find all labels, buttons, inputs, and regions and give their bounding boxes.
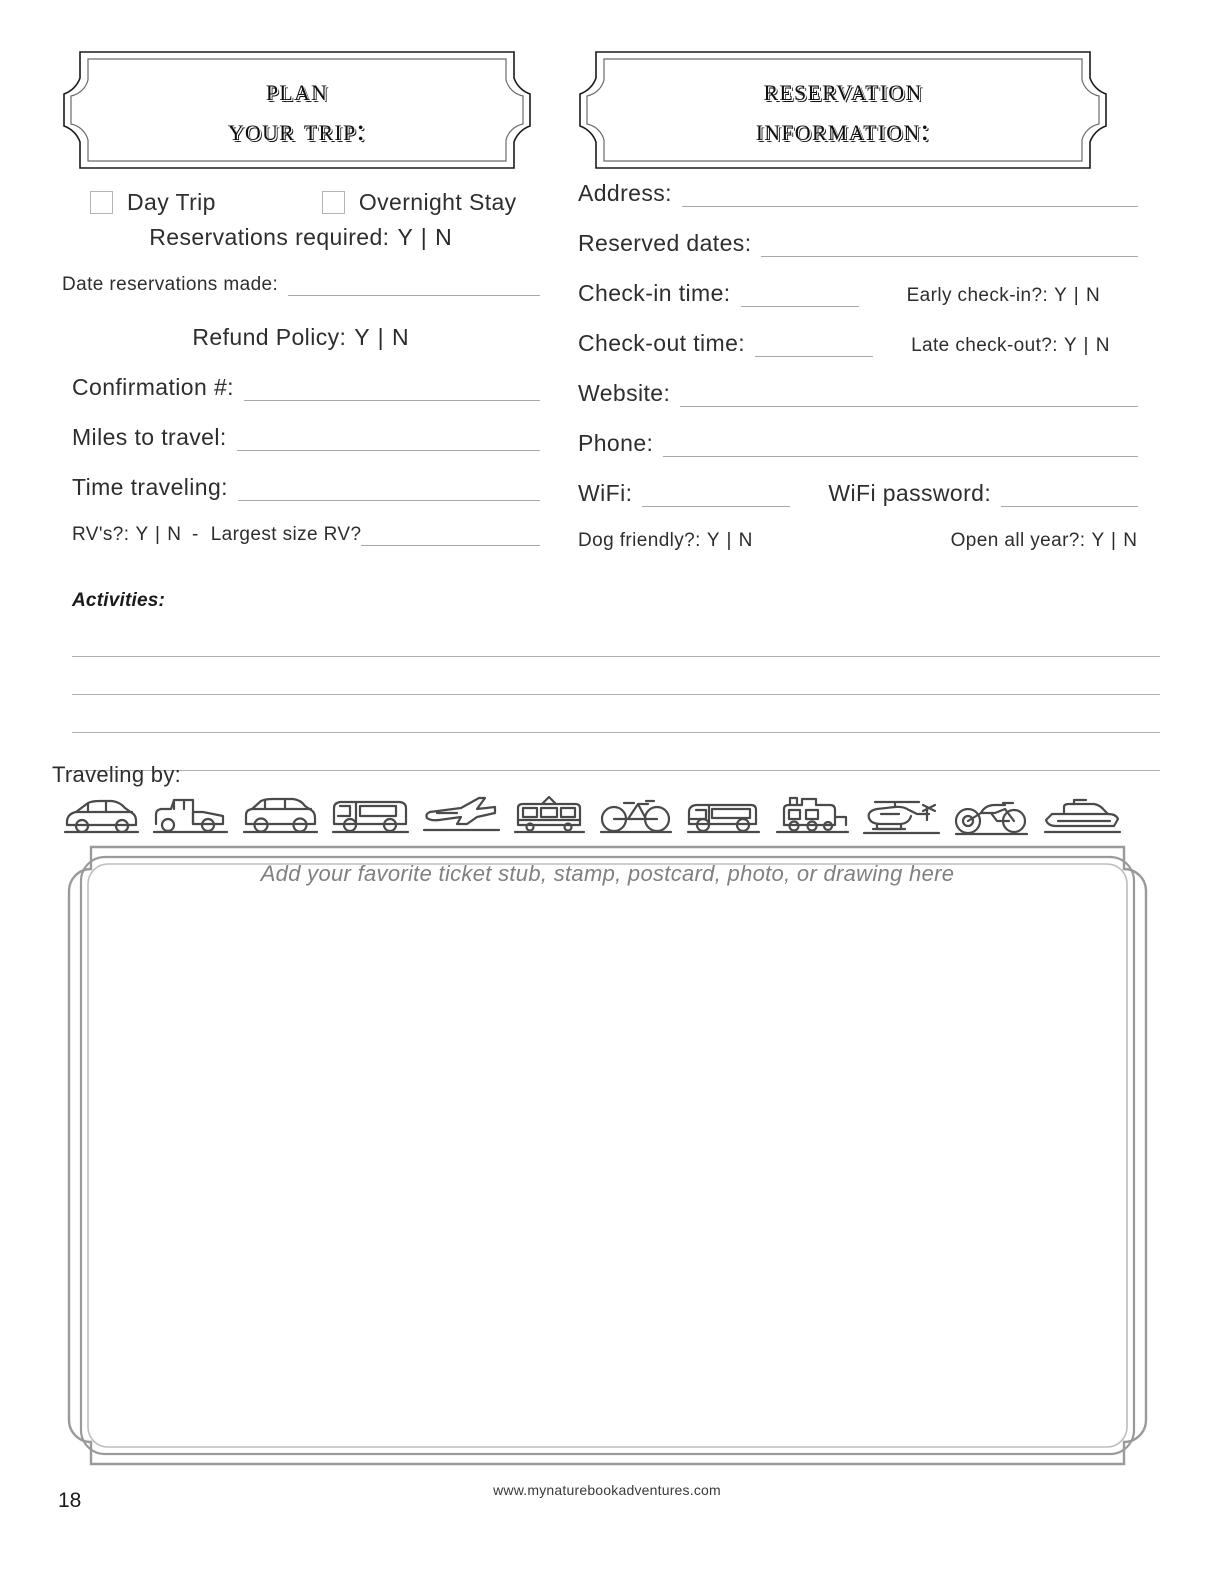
- date-reservations-made-row: [62, 274, 540, 324]
- reservation-information-banner: [578, 50, 1108, 170]
- activities-section: [72, 590, 1160, 771]
- helicopter-icon[interactable]: [861, 794, 941, 838]
- website-row: [578, 380, 1138, 430]
- banner-title-text: [62, 50, 532, 170]
- confirmation-input[interactable]: [244, 400, 540, 401]
- activities-label: Activities:: [72, 590, 166, 611]
- time-traveling-label: Time traveling:: [72, 474, 228, 500]
- overnight-stay-checkbox[interactable]: [322, 191, 345, 214]
- wifi-password-input[interactable]: [1001, 506, 1138, 507]
- activities-line-2[interactable]: [72, 657, 1160, 695]
- largest-rv-label: Largest size RV?: [210, 524, 362, 545]
- refund-policy-yn[interactable]: Y | N: [354, 324, 410, 350]
- activities-line-1[interactable]: [72, 619, 1160, 657]
- phone-label: Phone:: [578, 430, 654, 456]
- activities-line-3[interactable]: [72, 695, 1160, 733]
- early-check-in-yn[interactable]: Y | N: [1054, 285, 1101, 306]
- late-check-out-yn[interactable]: Y | N: [1063, 335, 1111, 356]
- miles-to-travel-row: [62, 424, 540, 474]
- website-input[interactable]: [680, 406, 1138, 407]
- rv-dash: -: [191, 524, 199, 545]
- traveling-by-label: Traveling by:: [52, 762, 182, 787]
- reserved-dates-label: Reserved dates:: [578, 230, 752, 256]
- rv-yn[interactable]: Y | N: [135, 524, 182, 545]
- footer-url: www.mynaturebookadventures.com: [493, 1482, 721, 1498]
- rv-label: RV's?:: [72, 524, 130, 545]
- largest-rv-input[interactable]: [361, 545, 540, 546]
- confirmation-row: [62, 374, 540, 424]
- tram-icon[interactable]: [512, 794, 586, 838]
- address-label: Address:: [578, 180, 672, 206]
- wifi-input[interactable]: [642, 506, 790, 507]
- day-trip-checkbox[interactable]: [90, 191, 113, 214]
- check-in-time-input[interactable]: [741, 306, 859, 307]
- phone-input[interactable]: [663, 456, 1138, 457]
- time-traveling-input[interactable]: [238, 500, 540, 501]
- suv-icon[interactable]: [241, 794, 319, 838]
- address-row: [578, 180, 1138, 230]
- dog-friendly-label: Dog friendly?:: [578, 530, 701, 551]
- banner-title-line2: information:: [755, 112, 931, 147]
- policies-row: [578, 530, 1138, 580]
- address-input[interactable]: [682, 206, 1138, 207]
- day-trip-label: Day Trip: [127, 188, 216, 215]
- open-all-year-label: Open all year?:: [950, 530, 1086, 551]
- activities-line-4[interactable]: [72, 733, 1160, 771]
- date-reservations-made-input[interactable]: [288, 295, 540, 296]
- photo-drop-area[interactable]: [55, 843, 1160, 1468]
- banner-title-line2: your trip:: [227, 112, 367, 147]
- reservations-required-yn[interactable]: Y | N: [397, 224, 453, 250]
- refund-policy-label: Refund Policy:: [192, 324, 347, 350]
- rv-icon[interactable]: [330, 794, 410, 838]
- reserved-dates-input[interactable]: [761, 256, 1138, 257]
- check-in-time-label: Check-in time:: [578, 280, 731, 306]
- banner-title-line1: plan: [265, 71, 329, 107]
- late-check-out-label: Late check-out?:: [911, 335, 1058, 356]
- banner-title-text: [578, 50, 1108, 170]
- reserved-dates-row: [578, 230, 1138, 280]
- check-out-time-input[interactable]: [755, 356, 873, 357]
- reservations-required-row: [62, 224, 540, 274]
- early-check-in-label: Early check-in?:: [906, 285, 1049, 306]
- plan-your-trip-banner: [62, 50, 532, 170]
- boat-icon[interactable]: [1042, 794, 1122, 838]
- open-all-year-yn[interactable]: Y | N: [1091, 530, 1138, 551]
- date-reservations-made-label: Date reservations made:: [62, 274, 279, 295]
- traveling-by-icons: [62, 793, 1122, 839]
- check-in-time-row: [578, 280, 1138, 330]
- phone-row: [578, 430, 1138, 480]
- train-icon[interactable]: [772, 793, 850, 839]
- trip-type-row: [62, 180, 540, 224]
- website-label: Website:: [578, 380, 671, 406]
- reservations-required-label: Reservations required:: [149, 224, 390, 250]
- wifi-row: [578, 480, 1138, 530]
- page-number: 18: [58, 1489, 82, 1512]
- time-traveling-row: [62, 474, 540, 524]
- bicycle-icon[interactable]: [598, 794, 674, 838]
- confirmation-label: Confirmation #:: [72, 374, 234, 400]
- rv-row: [62, 524, 540, 574]
- refund-policy-row: [62, 324, 540, 374]
- plan-your-trip-form: [62, 180, 540, 574]
- car-icon[interactable]: [62, 794, 140, 838]
- wifi-password-label: WiFi password:: [828, 480, 992, 506]
- reservation-information-form: [578, 180, 1138, 580]
- photo-frame-border: [55, 843, 1160, 1468]
- miles-to-travel-input[interactable]: [237, 450, 540, 451]
- pickup-truck-icon[interactable]: [151, 794, 229, 838]
- airplane-icon[interactable]: [421, 794, 501, 838]
- motorcycle-icon[interactable]: [953, 793, 1031, 839]
- bus-icon[interactable]: [685, 794, 761, 838]
- banner-title-line1: reservation: [763, 71, 923, 107]
- wifi-label: WiFi:: [578, 480, 633, 506]
- check-out-time-label: Check-out time:: [578, 330, 746, 356]
- check-out-time-row: [578, 330, 1138, 380]
- miles-to-travel-label: Miles to travel:: [72, 424, 227, 450]
- dog-friendly-yn[interactable]: Y | N: [706, 530, 754, 551]
- photo-hint-text: Add your favorite ticket stub, stamp, postcard, photo, or drawing here: [260, 861, 955, 886]
- overnight-stay-label: Overnight Stay: [358, 188, 517, 215]
